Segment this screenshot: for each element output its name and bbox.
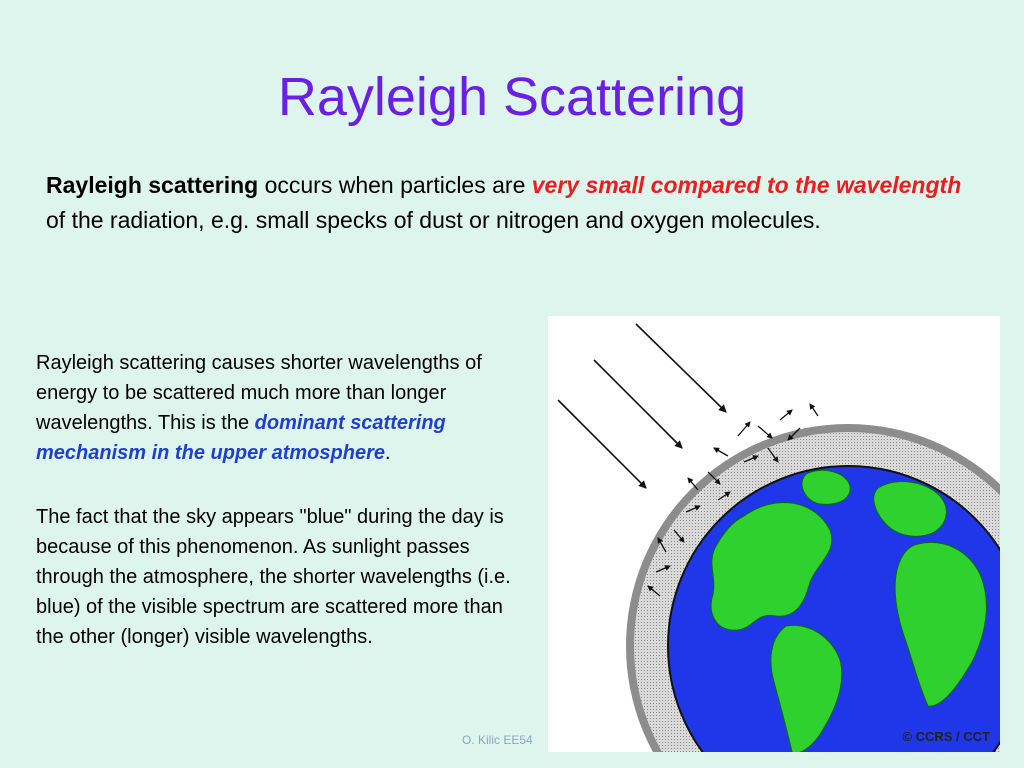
paragraph-1-text-1: Rayleigh scattering causes shorter wavelengths of energy to be scattered much more than longer wavelengths. This is the <box>36 352 482 434</box>
paragraph-2: The fact that the sky appears "blue" during the day is because of this phenomenon. As sunlight passes through the atmosphere, the shorter wavelengths (i.e. blue) of the visible spectrum are scattered more than the other (longer) visible wavelengths. <box>36 506 511 648</box>
figure-credit: © CCRS / CCT <box>902 729 990 744</box>
earth-illustration <box>548 316 1000 752</box>
earth-scattering-figure <box>548 316 1000 752</box>
intro-text-2: of the radiation, e.g. small specks of dust or nitrogen and oxygen molecules. <box>46 207 821 233</box>
incoming-sunlight-arrows <box>558 324 726 488</box>
intro-paragraph <box>46 168 976 238</box>
paragraph-1-emphasis: dominant scattering mechanism in the upper atmosphere <box>36 412 446 464</box>
intro-term: Rayleigh scattering <box>46 172 259 198</box>
intro-text-1: occurs when particles are <box>258 172 532 198</box>
intro-emphasis: very small compared to the wavelength <box>531 172 962 198</box>
body-text <box>36 348 536 686</box>
footer-text: O. Kilic EE54 <box>462 733 533 747</box>
paragraph-1 <box>36 348 536 468</box>
continent-greenland <box>802 470 850 504</box>
paragraph-1-text-2: . <box>384 442 391 464</box>
slide-title: Rayleigh Scattering <box>277 67 747 127</box>
